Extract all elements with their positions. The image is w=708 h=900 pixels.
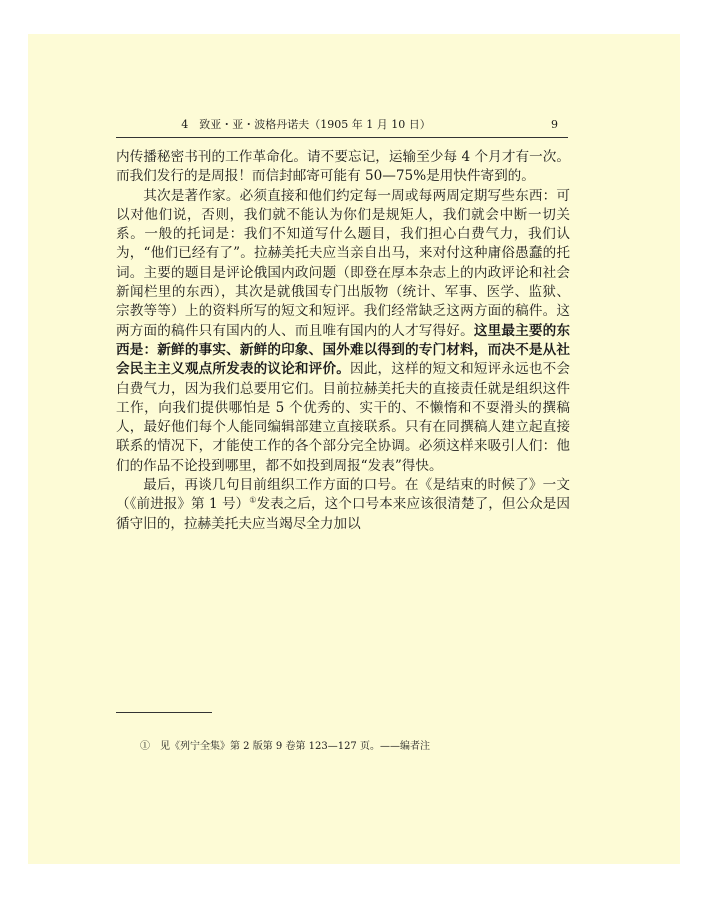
running-header <box>116 116 568 134</box>
paragraph-3 <box>116 476 570 534</box>
body-text <box>116 148 570 534</box>
paragraph-3-text: 最后，再谈几句目前组织工作方面的口号。在《是结束的时候了》一文（《前进报》第 1 号） <box>116 477 570 513</box>
paragraph-2 <box>116 187 570 476</box>
paragraph-2-text: 其次是著作家。必须直接和他们约定每一周或每两周定期写些东西：可以对他们说，否则，我们就不能认为你们是规矩人，我们就会中断一切关系。一般的托词是：我们不知道写什么题目，我们担心白费气力，我们认为，“他们已经有了”。拉赫美托夫应当亲自出马，来对付这种庸俗愚蠢的托词。主要的题目是评论俄国内政问题（即登在厚本杂志上的内政评论和社会新闻栏里的东西），其次是就俄国专门出版物（统计、军事、医学、监狱、宗教等等）上的资料所写的短文和短评。我们经常缺乏这两方面的稿件。这两方面的稿件只有国内的人、而且唯有国内的人才写得好。 <box>116 187 570 339</box>
paragraph-3-text-end: 发表之后，这个口号本来应该很清楚了，但公众是因循守旧的，拉赫美托夫应当竭尽全力加以 <box>116 496 570 532</box>
paragraph-2-text-end: 因此，这样的短文和短评永远也不会白费气力，因为我们总要用它们。目前拉赫美托夫的直接责任就是组织这件工作，向我们提供哪怕是 5 个优秀的、实干的、不懒惰和不耍滑头的撰稿人，最好他们每个人能同编辑部建立直接联系。只有在同撰稿人建立起直接联系的情况下，才能使工作的各个部分完全协调。必须这样来吸引人们：他们的作品不论投到哪里，都不如投到周报“发表”得快。 <box>116 361 571 474</box>
footnote: ① 见《列宁全集》第 2 版第 9 卷第 123—127 页。——编者注 <box>140 741 430 752</box>
bold-emphasis: 这里最主要的东西是：新鲜的事实、新鲜的印象、国外难以得到的专门材料，而决不是从社会民主主义观点所发表的议论和评价。 <box>116 322 570 378</box>
footnote-rule <box>116 712 212 713</box>
header-rule <box>116 137 568 138</box>
footnote-marker: ① <box>249 495 257 505</box>
paragraph-1: 内传播秘密书刊的工作革命化。请不要忘记，运输至少每 4 个月才有一次。而我们发行的是周报！而信封邮寄可能有 50—75%是用快件寄到的。 <box>116 149 570 185</box>
page-number: 9 <box>551 118 558 131</box>
header-title: 4 致亚・亚・波格丹诺夫（1905 年 1 月 10 日） <box>181 118 431 131</box>
